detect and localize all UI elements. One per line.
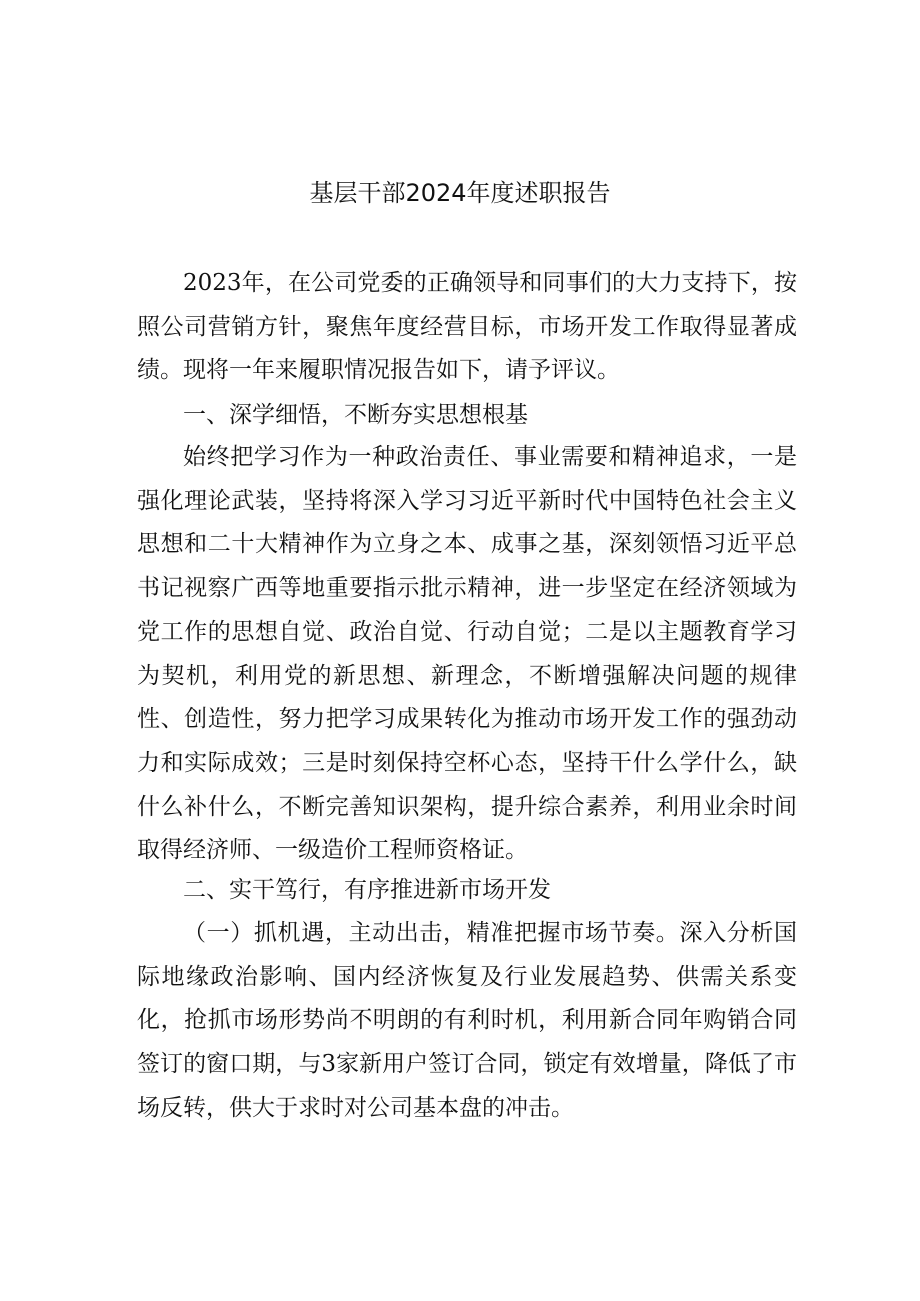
section1-heading: 一、深学细悟，不断夯实思想根基: [183, 402, 528, 428]
intro-paragraph: 2023年，在公司党委的正确领导和同事们的大力支持下，按照公司营销方针，聚焦年度经营目标，市场开发工作取得显著成绩。现将一年来履职情况报告如下，请予评议。: [137, 270, 797, 384]
section2-paragraph: （一）抓机遇，主动出击，精准把握市场节奏。深入分析国际地缘政治影响、国内经济恢复及行业发展趋势、供需关系变化，抢抓市场形势尚不明朗的有利时机，利用新合同年购销合同签订的窗口期，与3家新用户签订合同，锁定有效增量，降低了市场反转，供大于求时对公司基本盘的冲击。: [137, 920, 797, 1121]
section2-heading: 二、实干笃行，有序推进新市场开发: [183, 877, 551, 903]
section1-paragraph: 始终把学习作为一种政治责任、事业需要和精神追求，一是强化理论武装，坚持将深入学习习近平新时代中国特色社会主义思想和二十大精神作为立身之本、成事之基，深刻领悟习近平总书记视察广西等地重要指示批示精神，进一步坚定在经济领域为党工作的思想自觉、政治自觉、行动自觉；二是以主题教育学习为契机，利用党的新思想、新理念，不断增强解决问题的规律性、创造性，努力把学习成果转化为推动市场开发工作的强劲动力和实际成效；三是时刻保持空杯心态，坚持干什么学什么，缺什么补什么，不断完善知识架构，提升综合素养，利用业余时间取得经济师、一级造价工程师资格证。: [137, 444, 797, 864]
intro-block: [137, 262, 797, 393]
section1-heading-block: [137, 394, 797, 438]
section2-body-block: [137, 912, 797, 1131]
section1-body-block: [137, 436, 797, 873]
section2-heading-block: [137, 869, 797, 913]
document-title: 基层干部2024年度述职报告: [309, 179, 611, 207]
